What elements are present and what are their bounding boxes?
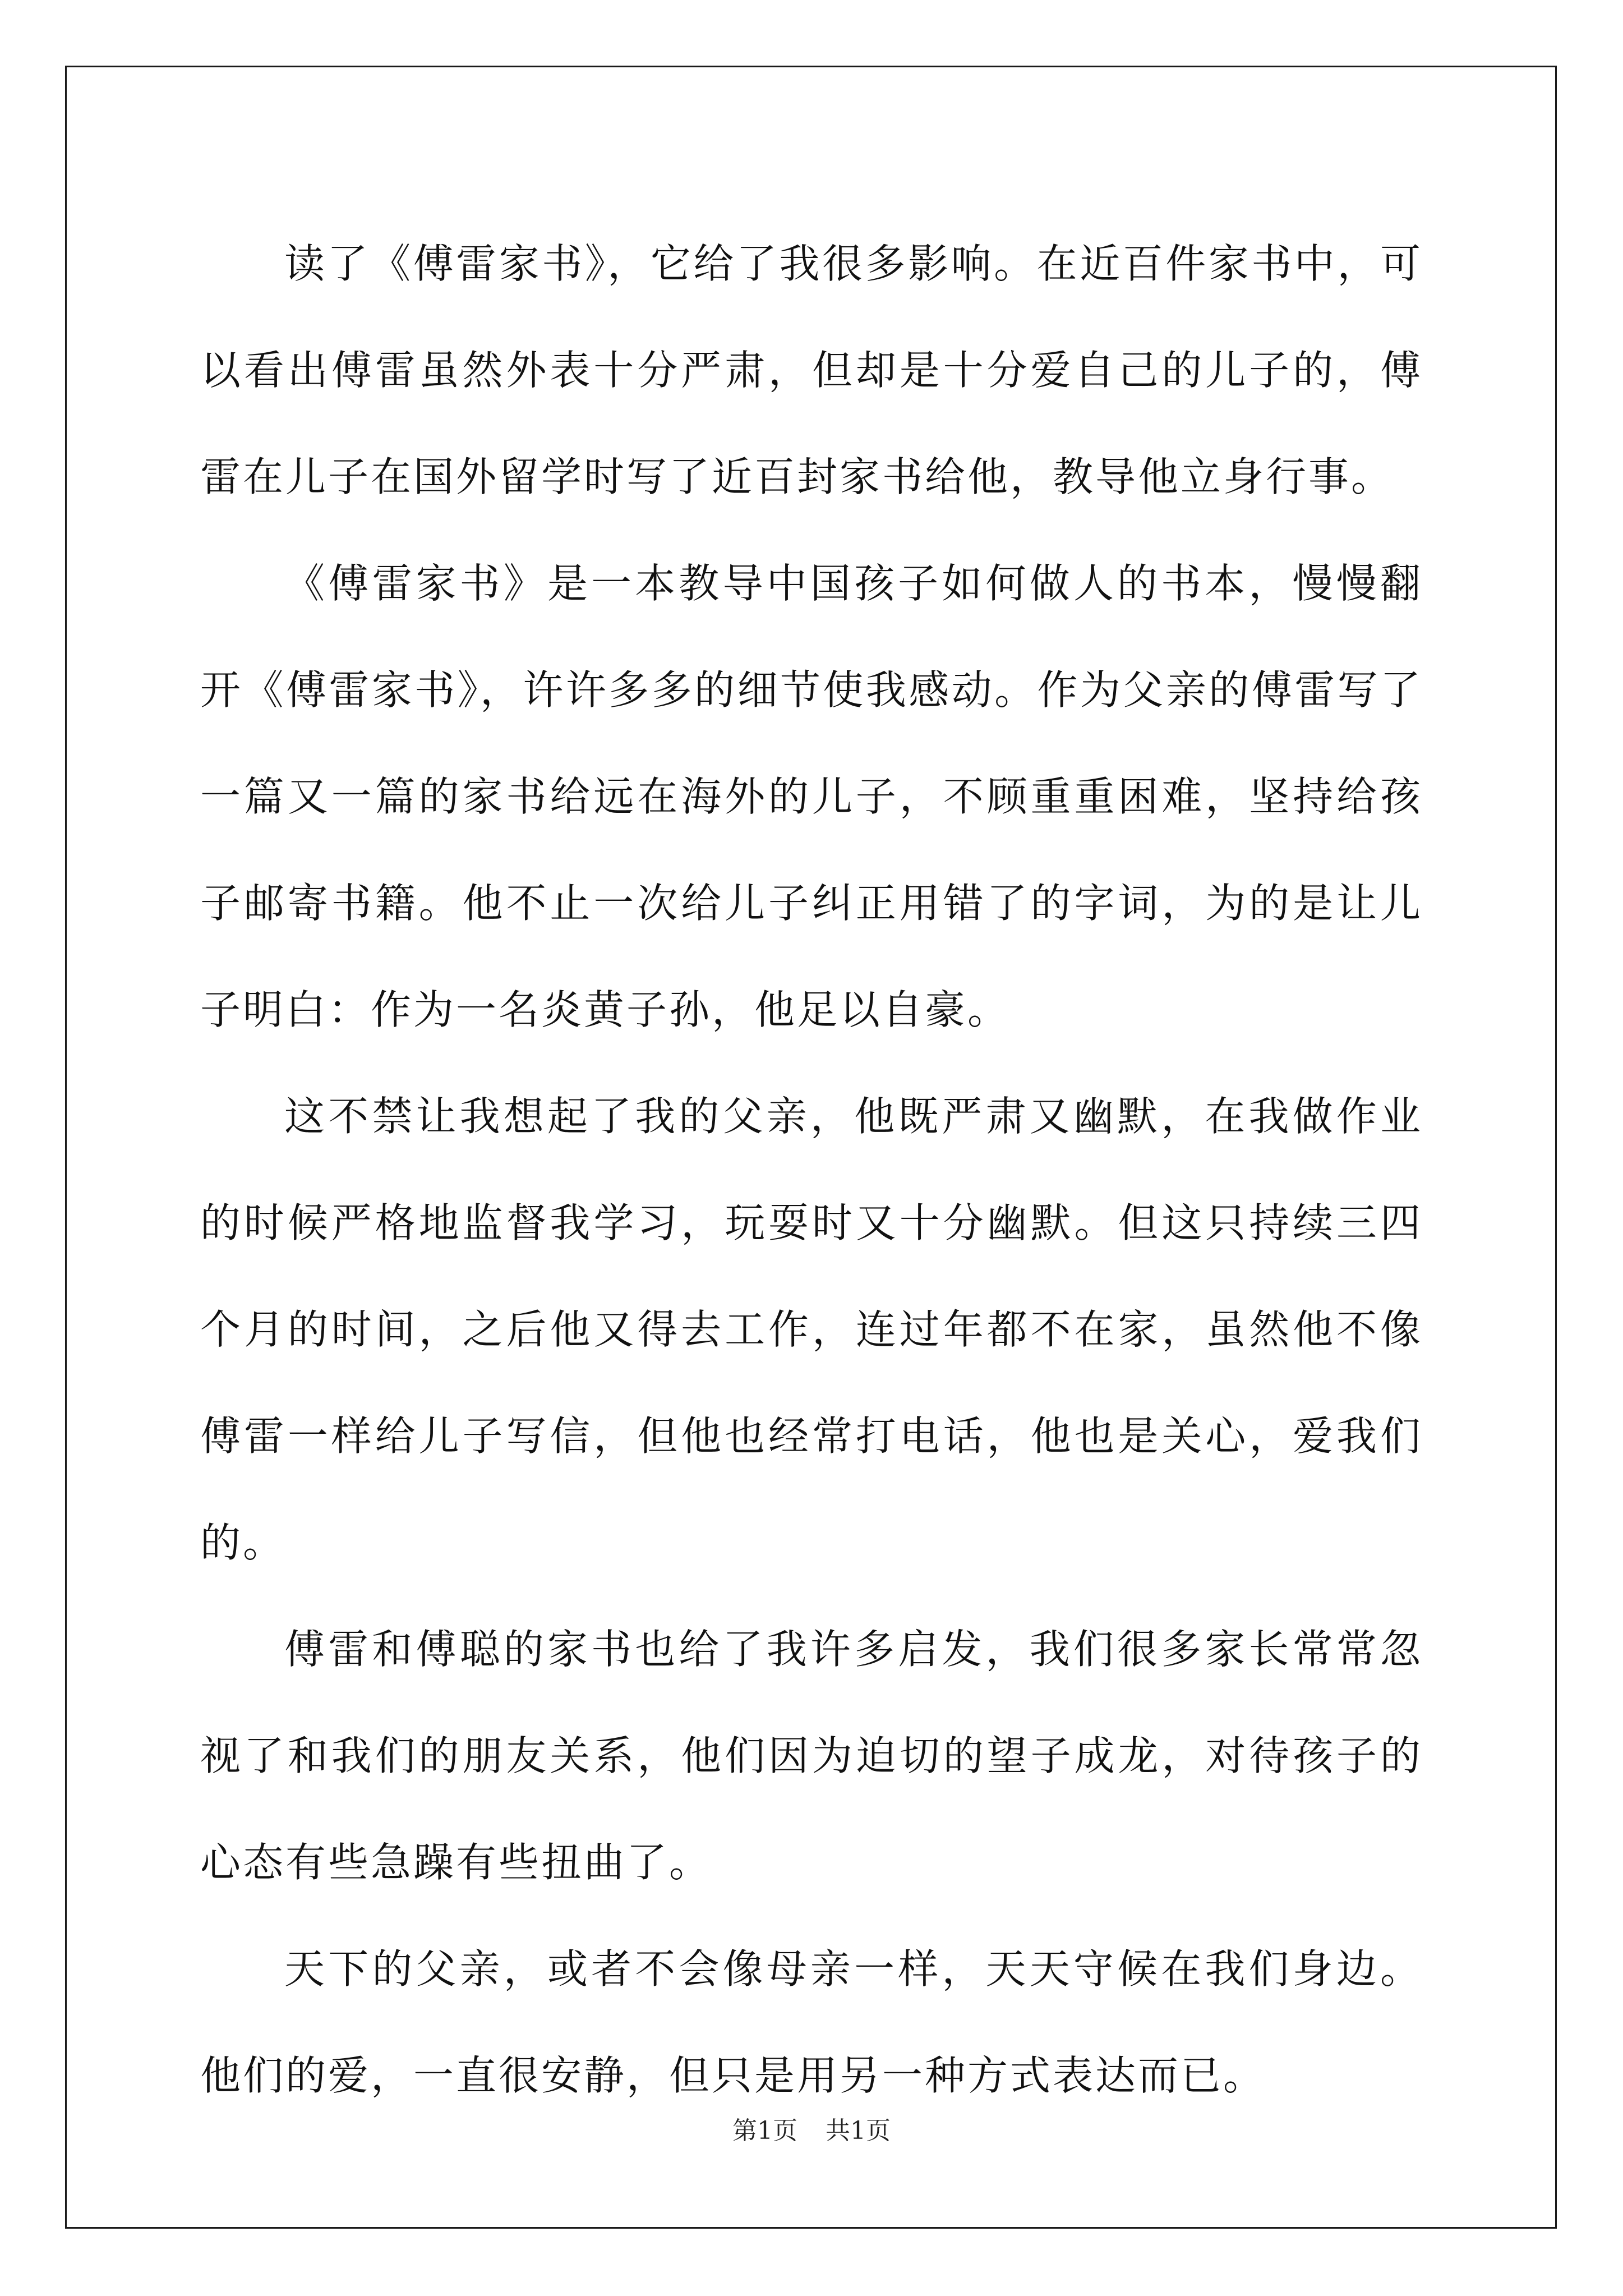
page-number: 第1页	[732, 2116, 797, 2145]
document-body	[200, 210, 1423, 2129]
paragraph-1: 读了《傅雷家书》，它给了我很多影响。在近百件家书中，可以看出傅雷虽然外表十分严肃，但却是十分爱自己的儿子的，傅雷在儿子在国外留学时写了近百封家书给他，教导他立身行事。	[200, 240, 1423, 500]
paragraph-3: 这不禁让我想起了我的父亲，他既严肃又幽默，在我做作业的时候严格地监督我学习，玩耍时又十分幽默。但这只持续三四个月的时间，之后他又得去工作，连过年都不在家，虽然他不像傅雷一样给儿子写信，但他也经常打电话，他也是关心，爱我们的。	[200, 1093, 1423, 1566]
paragraph-2: 《傅雷家书》是一本教导中国孩子如何做人的书本，慢慢翻开《傅雷家书》，许许多多的细节使我感动。作为父亲的傅雷写了一篇又一篇的家书给远在海外的儿子，不顾重重困难，坚持给孩子邮寄书籍。他不止一次给儿子纠正用错了的字词，为的是让儿子明白：作为一名炎黄子孙，他足以自豪。	[200, 560, 1423, 1033]
paragraph-5: 天下的父亲，或者不会像母亲一样，天天守候在我们身边。他们的爱，一直很安静，但只是用另一种方式表达而已。	[200, 1945, 1423, 2099]
page-total: 共1页	[826, 2116, 891, 2145]
page-footer	[0, 2110, 1623, 2146]
paragraph-4: 傅雷和傅聪的家书也给了我许多启发，我们很多家长常常忽视了和我们的朋友关系，他们因为迫切的望子成龙，对待孩子的心态有些急躁有些扭曲了。	[200, 1626, 1423, 1886]
